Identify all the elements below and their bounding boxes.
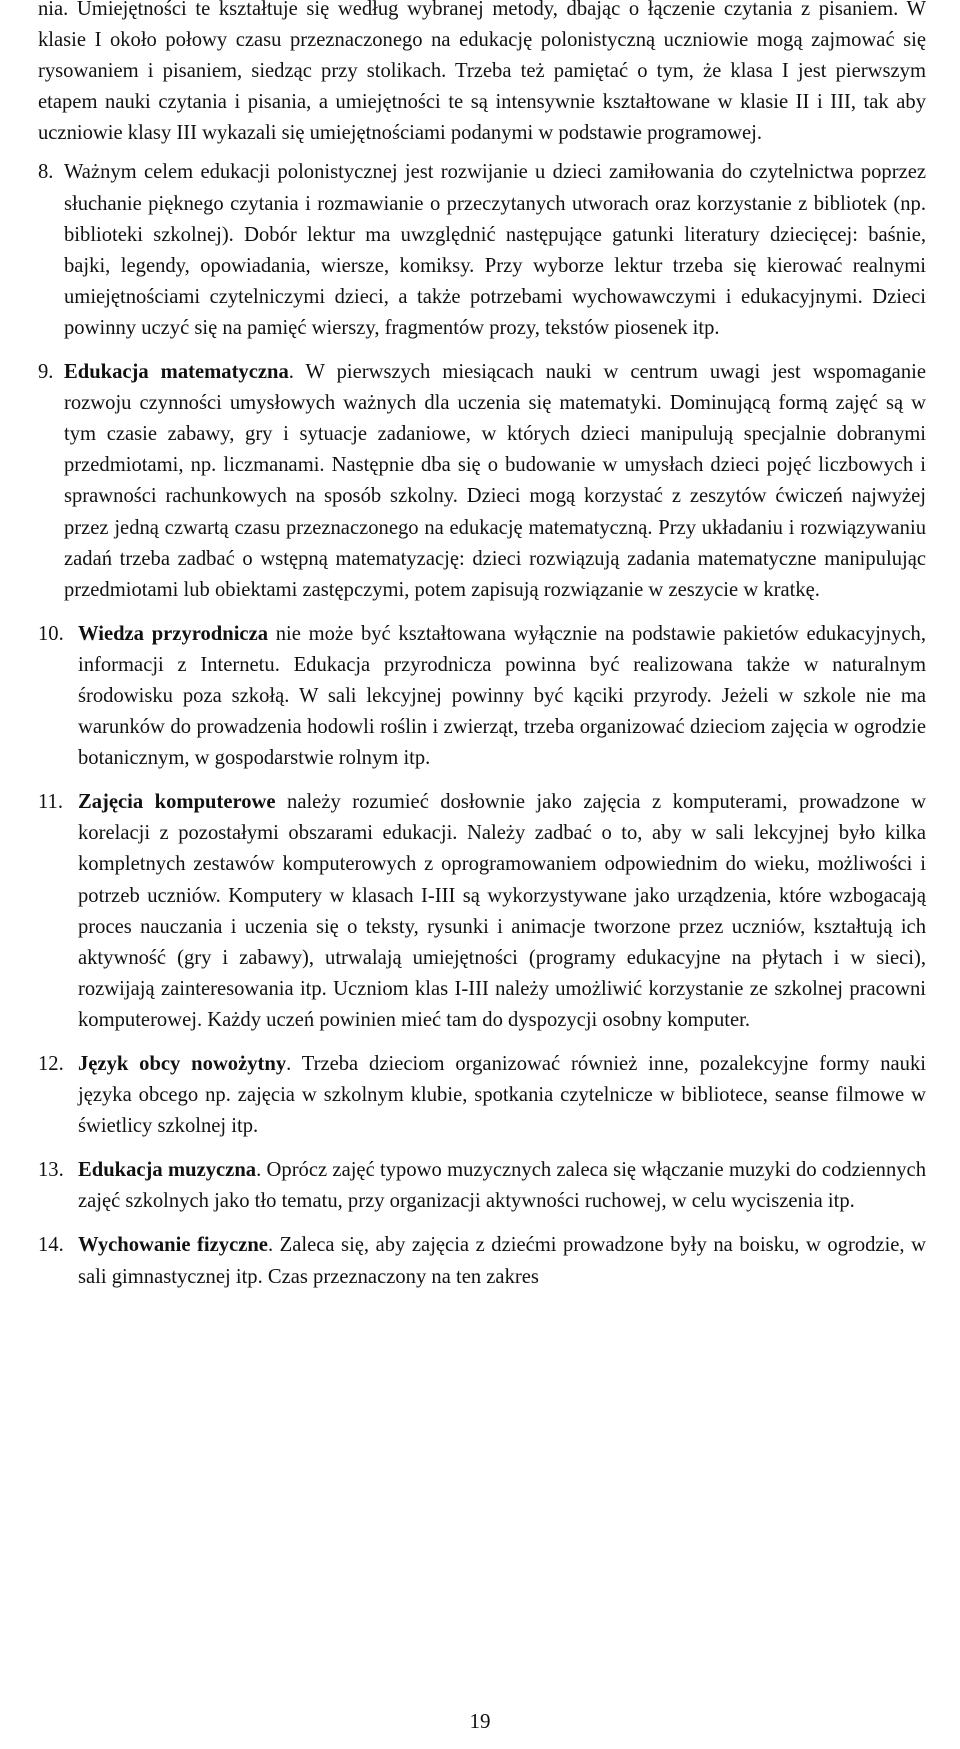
- item-body: Ważnym celem edukacji polonistycznej jest rozwijanie u dzieci zamiłowania do czytelnictwa poprzez słuchanie pięknego czytania i rozmawianie o przeczytanych utworach oraz korzystanie z bibliotek (np. biblioteki szkolnej). Dobór lektur ma uwzględnić następujące gatunki literatury dziecięcej: baśnie, bajki, legendy, opowiadania, wiersze, komiksy. Przy wyborze lektur trzeba się kierować realnymi umiejętnościami czytelniczymi dzieci, a także potrzebami wychowawczymi i edukacyjnymi. Dzieci powinny uczyć się na pamięć wierszy, fragmentów prozy, tekstów piosenek itp.: [64, 161, 926, 339]
- item-text: [64, 157, 926, 344]
- item-heading: Wiedza przyrodnicza: [78, 622, 269, 645]
- item-body: należy rozumieć dosłownie jako zajęcia z komputerami, prowadzone w korelacji z pozostałymi obszarami edukacji. Należy zadbać o to, aby w sali lekcyjnej było kilka kompletnych zestawów komputerowych z oprogramowaniem odpowiednim do wieku, możliwości i potrzeb uczniów. Komputery w klasach I-III są wykorzystywane jako urządzenia, które wzbogacają proces nauczania i uczenia się o teksty, rysunki i animacje tworzone przez uczniów, kształtują ich aktywność (gry i zabawy), utrwalają umiejętności (programy edukacyjne na płytach i w sieci), rozwijają zainteresowania itp. Uczniom klas I-III należy umożliwić korzystanie ze szkolnej pracowni komputerowej. Każdy uczeń powinien mieć tam do dyspozycji osobny komputer.: [78, 791, 926, 1031]
- item-number: 13.: [38, 1159, 64, 1182]
- item-body: . Zaleca się, aby zajęcia z dziećmi prowadzone były na boisku, w ogrodzie, w sali gimnastycznej itp. Czas przeznaczony na ten zakres: [78, 1234, 926, 1288]
- item-number: 14.: [38, 1234, 64, 1257]
- item-heading: Edukacja matematyczna: [64, 361, 289, 384]
- item-text: [78, 787, 926, 1036]
- item-number: 12.: [38, 1053, 64, 1075]
- list-item-8: [38, 157, 926, 344]
- list-item-10: [38, 619, 926, 774]
- item-body: . Oprócz zajęć typowo muzycznych zaleca się włączanie muzyki do codziennych zajęć szkolnych jako tło tematu, przy organizacji aktywności ruchowej, w celu wyciszenia itp.: [78, 1159, 926, 1213]
- list-item-12: [38, 1049, 926, 1142]
- item-text: [78, 1049, 926, 1142]
- item-heading: Zajęcia komputerowe: [78, 791, 276, 814]
- item-number: 8.: [38, 161, 54, 184]
- intro-paragraph: nia. Umiejętności te kształtuje się według wybranej metody, dbając o łączenie czytania z pisaniem. W klasie I około połowy czasu przeznaczonego na edukację polonistyczną uczniowie mogą zajmować się rysowaniem i pisaniem, siedząc przy stolikach. Trzeba też pamiętać o tym, że klasa I jest pierwszym etapem nauki czytania i pisania, a umiejętności te są intensywnie kształtowane w klasie II i III, tak aby uczniowie klasy III wykazali się umiejętnościami podanymi w podstawie programowej.: [38, 0, 926, 145]
- document-page: [38, 0, 926, 1293]
- item-text: [64, 357, 926, 606]
- item-heading: Edukacja muzyczna: [78, 1159, 257, 1182]
- list-item-13: [38, 1155, 926, 1217]
- item-number: 11.: [38, 791, 63, 814]
- list-item-14: [38, 1230, 926, 1292]
- item-body: nie może być kształtowana wyłącznie na podstawie pakietów edukacyjnych, informacji z Internetu. Edukacja przyrodnicza powinna być realizowana także w naturalnym środowisku poza szkołą. W sali lekcyjnej powinny być kąciki przyrody. Jeżeli w szkole nie ma warunków do prowadzenia hodowli roślin i zwierząt, trzeba organizować dzieciom zajęcia w ogrodzie botanicznym, w gospodarstwie rolnym itp.: [78, 622, 926, 770]
- item-body: . W pierwszych miesiącach nauki w centrum uwagi jest wspomaganie rozwoju czynności umysłowych ważnych dla uczenia się matematyki. Dominującą formą zajęć są w tym czasie zabawy, gry i sytuacje zadaniowe, w których dzieci manipulują specjalnie dobranymi przedmiotami, np. liczmanami. Następnie dba się o budowanie w umysłach dzieci pojęć liczbowych i sprawności rachunkowych na sposób szkolny. Dzieci mogą korzystać z zeszytów ćwiczeń najwyżej przez jedną czwartą czasu przeznaczonego na edukację matematyczną. Przy układaniu i rozwiązywaniu zadań trzeba zadbać o wstępną matematyzację: dzieci rozwiązują zadania matematyczne manipulując przedmiotami lub obiektami zastępczymi, potem zapisują rozwiązanie w zeszycie w kratkę.: [64, 361, 926, 601]
- item-heading: Język obcy nowożytny: [78, 1053, 287, 1075]
- item-heading: Wychowanie fizyczne: [78, 1234, 268, 1257]
- item-text: [78, 1155, 926, 1217]
- item-number: 9.: [38, 361, 54, 384]
- page-number: 19: [469, 1709, 491, 1733]
- item-body: . Trzeba dzieciom organizować również inne, pozalekcyjne formy nauki języka obcego np. zajęcia w szkolnym klubie, spotkania czytelnicze w bibliotece, seanse filmowe w świetlicy szkolnej itp.: [78, 1053, 926, 1138]
- list-item-9: [38, 357, 926, 606]
- item-text: [78, 619, 926, 774]
- list-item-11: [38, 787, 926, 1036]
- item-number: 10.: [38, 622, 64, 645]
- item-text: [78, 1230, 926, 1292]
